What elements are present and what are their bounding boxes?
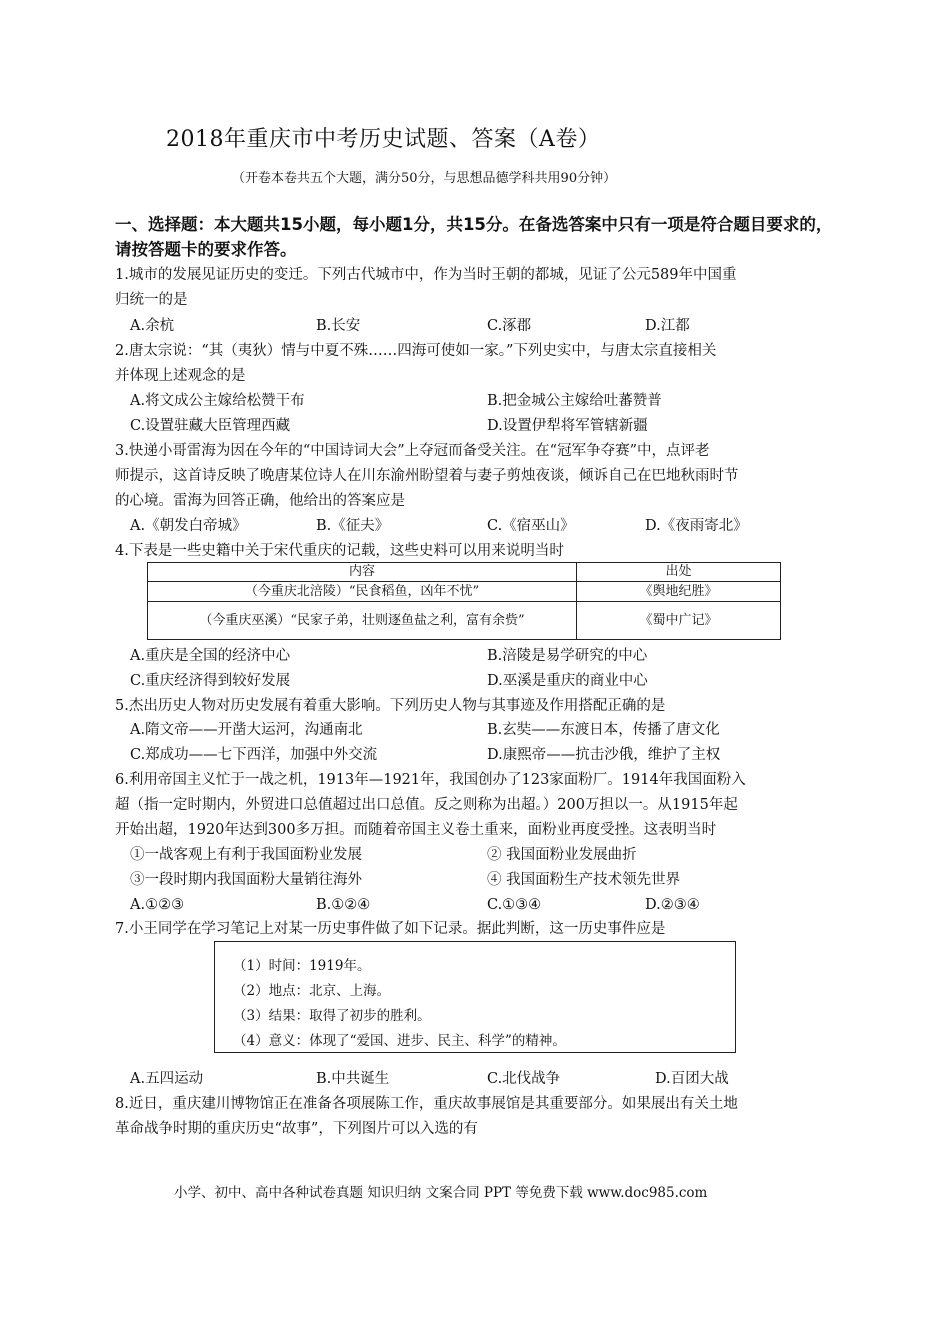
q3-stem-line-2: 师提示，这首诗反映了晚唐某位诗人在川东渝州盼望着与妻子剪烛夜谈，倾诉自己在巴地秋雨时节	[115, 468, 739, 484]
q6-option-d: D.②③④	[645, 897, 700, 913]
q4-option-a: A.重庆是全国的经济中心	[130, 648, 291, 664]
q4-table-cell: 《蜀中广记》	[577, 602, 781, 640]
q7-note-meaning: （4）意义：体现了“爱国、进步、民主、科学”的精神。	[233, 1033, 566, 1049]
q7-note-time: （1）时间：1919年。	[233, 958, 371, 974]
page-footer: 小学、初中、高中各种试卷真题 知识归纳 文案合同 PPT 等免费下载 www.doc985.com	[174, 1185, 708, 1201]
section-heading: 一、选择题：本大题共15小题，每小题1分，共15分。在备选答案中只有一项是符合题目要求的，请按答题卡的要求作答。	[115, 215, 833, 259]
q2-option-b: B.把金城公主嫁给吐蕃赞普	[487, 393, 662, 409]
q7-stem: 7.小王同学在学习笔记上对某一历史事件做了如下记录。据此判断，这一历史事件应是	[115, 921, 666, 937]
q6-item-2: ② 我国面粉业发展曲折	[487, 847, 637, 863]
q3-option-c: C.《宿巫山》	[487, 518, 575, 534]
q2-stem-line-1: 2.唐太宗说：“其（夷狄）情与中夏不殊……四海可使如一家。”下列史实中，与唐太宗直接相关	[115, 343, 717, 359]
q7-option-d: D.百团大战	[655, 1071, 729, 1087]
q7-option-a: A.五四运动	[130, 1071, 204, 1087]
q6-item-1: ①一战客观上有利于我国面粉业发展	[130, 847, 362, 863]
q5-option-d: D.康熙帝——抗击沙俄，维护了主权	[487, 747, 721, 763]
q2-stem-line-2: 并体现上述观念的是	[115, 368, 246, 384]
q4-table-cell: （今重庆巫溪）“民家子弟，壮则逐鱼盐之利，富有余赀”	[148, 602, 577, 640]
q4-table-header-content: 内容	[148, 563, 577, 582]
q2-option-a: A.将文成公主嫁给松赞干布	[130, 393, 305, 409]
q4-stem: 4.下表是一些史籍中关于宋代重庆的记载，这些史料可以用来说明当时	[115, 543, 564, 559]
q4-option-b: B.涪陵是易学研究的中心	[487, 648, 648, 664]
q5-option-a: A.隋文帝——开凿大运河，沟通南北	[130, 722, 363, 738]
q1-option-b: B.长安	[316, 318, 361, 334]
q6-item-3: ③一段时期内我国面粉大量销往海外	[130, 872, 362, 888]
q2-option-d: D.设置伊犁将军管辖新疆	[487, 418, 648, 434]
q6-stem-line-1: 6.利用帝国主义忙于一战之机，1913年—1921年，我国创办了123家面粉厂。1914年我国面粉入	[115, 772, 746, 788]
q6-stem-line-3: 开始出超，1920年达到300多万担。而随着帝国主义卷土重来，面粉业再度受挫。这表明当时	[115, 822, 717, 838]
q7-note-place: （2）地点：北京、上海。	[233, 983, 391, 999]
q6-option-b: B.①②④	[316, 897, 371, 913]
q1-stem-line-1: 1.城市的发展见证历史的变迁。下列古代城市中，作为当时王朝的都城，见证了公元589年中国重	[115, 267, 737, 283]
q7-option-b: B.中共诞生	[316, 1071, 390, 1087]
q3-stem-line-3: 的心境。雷海为回答正确，他给出的答案应是	[115, 493, 405, 509]
q7-note-box	[214, 941, 736, 1053]
q3-stem-line-1: 3.快递小哥雷海为因在今年的“中国诗词大会”上夺冠而备受关注。在“冠军争夺赛”中，点评老	[115, 443, 710, 459]
page-title: 2018年重庆市中考历史试题、答案（A卷）	[166, 127, 601, 152]
q1-option-a: A.余杭	[130, 318, 175, 334]
page-subtitle: （开卷本卷共五个大题，满分50分，与思想品德学科共用90分钟）	[232, 171, 617, 186]
q4-option-d: D.巫溪是重庆的商业中心	[487, 673, 648, 689]
q1-option-d: D.江都	[645, 318, 690, 334]
q3-option-d: D.《夜雨寄北》	[645, 518, 748, 534]
q2-option-c: C.设置驻藏大臣管理西藏	[130, 418, 291, 434]
q6-option-a: A.①②③	[130, 897, 185, 913]
q5-stem: 5.杰出历史人物对历史发展有着重大影响。下列历史人物与其事迹及作用搭配正确的是	[115, 698, 666, 714]
q3-option-a: A.《朝发白帝城》	[130, 518, 247, 534]
q4-option-c: C.重庆经济得到较好发展	[130, 673, 291, 689]
q4-table	[147, 562, 781, 640]
q7-note-result: （3）结果：取得了初步的胜利。	[233, 1008, 431, 1024]
q8-stem-line-1: 8.近日，重庆建川博物馆正在准备各项展陈工作，重庆故事展馆是其重要部分。如果展出有关土地	[115, 1096, 738, 1112]
q5-option-b: B.玄奘——东渡日本，传播了唐文化	[487, 722, 720, 738]
q1-stem-line-2: 归统一的是	[115, 292, 188, 308]
q1-option-c: C.涿郡	[487, 318, 532, 334]
q6-item-4: ④ 我国面粉生产技术领先世界	[487, 872, 681, 888]
q4-table-header-source: 出处	[577, 563, 781, 582]
q3-option-b: B.《征夫》	[316, 518, 390, 534]
q7-option-c: C.北伐战争	[487, 1071, 561, 1087]
q4-table-cell: （今重庆北涪陵）“民食稻鱼，凶年不忧”	[148, 582, 577, 602]
q4-table-cell: 《舆地纪胜》	[577, 582, 781, 602]
q8-stem-line-2: 革命战争时期的重庆历史“故事”，下列图片可以入选的有	[115, 1121, 478, 1137]
q6-stem-line-2: 超（指一定时期内，外贸进口总值超过出口总值。反之则称为出超。）200万担以一。从1915年起	[115, 797, 738, 813]
q6-option-c: C.①③④	[487, 897, 542, 913]
q5-option-c: C.郑成功——七下西洋，加强中外交流	[130, 747, 378, 763]
